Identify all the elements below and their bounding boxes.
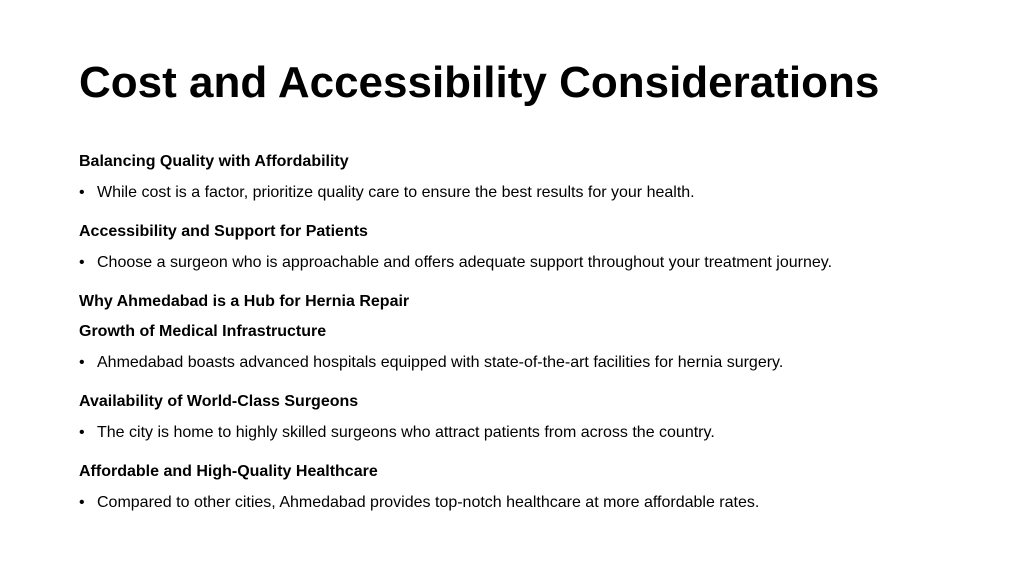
bullet-item: [79, 491, 979, 515]
section-affordable-healthcare: [79, 460, 979, 515]
bullet-text: The city is home to highly skilled surgeons who attract patients from across the country.: [97, 424, 715, 441]
bullet-text: Choose a surgeon who is approachable and offers adequate support throughout your treatment journey.: [97, 254, 833, 271]
section-heading: Why Ahmedabad is a Hub for Hernia Repair: [79, 293, 410, 310]
section-heading: Balancing Quality with Affordability: [79, 153, 349, 170]
section-balancing-quality: [79, 150, 979, 205]
bullet-item: [79, 181, 979, 205]
bullet-dot-icon: •: [79, 494, 85, 511]
bullet-text: Ahmedabad boasts advanced hospitals equipped with state-of-the-art facilities for hernia surgery.: [97, 354, 784, 371]
bullet-text: Compared to other cities, Ahmedabad provides top-notch healthcare at more affordable rates.: [97, 494, 760, 511]
bullet-dot-icon: •: [79, 424, 85, 441]
section-world-class-surgeons: [79, 390, 979, 445]
bullet-item: [79, 351, 979, 375]
bullet-item: [79, 421, 979, 445]
slide-content: [79, 150, 979, 530]
section-heading: Affordable and High-Quality Healthcare: [79, 463, 378, 480]
section-ahmedabad-hub: [79, 290, 979, 314]
bullet-text: While cost is a factor, prioritize quality care to ensure the best results for your health.: [97, 184, 695, 201]
bullet-item: [79, 251, 979, 275]
bullet-dot-icon: •: [79, 354, 85, 371]
section-accessibility-support: [79, 220, 979, 275]
section-heading: Growth of Medical Infrastructure: [79, 323, 327, 340]
section-heading: Accessibility and Support for Patients: [79, 223, 368, 240]
slide-title: Cost and Accessibility Considerations: [79, 58, 880, 107]
section-medical-infrastructure: [79, 320, 979, 375]
section-heading: Availability of World-Class Surgeons: [79, 393, 359, 410]
bullet-dot-icon: •: [79, 184, 85, 201]
bullet-dot-icon: •: [79, 254, 85, 271]
